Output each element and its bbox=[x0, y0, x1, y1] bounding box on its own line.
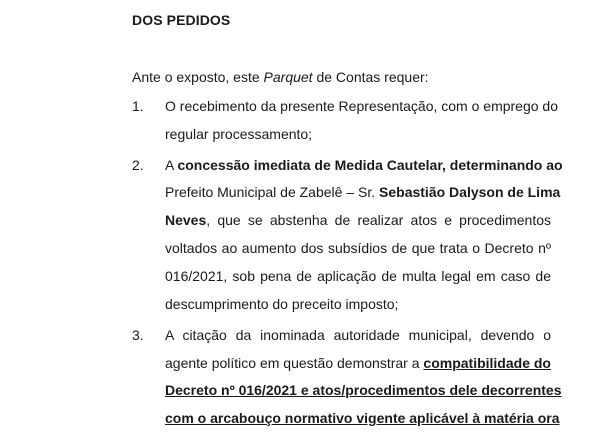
bold-underlined-text: compatibilidade do bbox=[423, 355, 551, 371]
intro-italic: Parquet bbox=[263, 69, 313, 85]
list-item-number: 3. bbox=[132, 327, 144, 343]
section-title: DOS PEDIDOS bbox=[132, 12, 231, 28]
bold-text: concessão imediata de Medida Cautelar, determinando ao bbox=[177, 157, 563, 173]
list-item-number: 1. bbox=[132, 98, 144, 114]
list-item-text-line: O recebimento da presente Representação, com o emprego do bbox=[165, 98, 559, 114]
list-item-text-line: descumprimento do preceito imposto; bbox=[165, 296, 399, 312]
list-item-number: 2. bbox=[132, 157, 144, 173]
intro-suffix: de Contas requer: bbox=[312, 69, 429, 85]
intro-prefix: Ante o exposto, este bbox=[132, 69, 264, 85]
list-item-text-line: A concessão imediata de Medida Cautelar, determinando ao bbox=[165, 157, 563, 173]
list-item-text-line: 016/2021, sob pena de aplicação de multa legal em caso de bbox=[165, 268, 551, 284]
list-item-text-line: A citação da inominada autoridade municipal, devendo o bbox=[165, 327, 551, 343]
intro-paragraph bbox=[132, 69, 429, 85]
list-item-text-line: Prefeito Municipal de Zabelê – Sr. Sebastião Dalyson de Lima bbox=[165, 184, 561, 200]
list-item-text-line: agente político em questão demonstrar a compatibilidade do bbox=[165, 355, 551, 371]
list-item-text-line: regular processamento; bbox=[165, 126, 313, 142]
bold-underlined-text-line: Decreto nº 016/2021 e atos/procedimentos dele decorrentes bbox=[165, 382, 562, 398]
bold-underlined-text-line: com o arcabouço normativo vigente aplicável à matéria ora bbox=[165, 410, 560, 426]
list-item-text-line: Neves, que se abstenha de realizar atos e procedimentos bbox=[165, 212, 551, 228]
list-item-text-line: voltados ao aumento dos subsídios de que trata o Decreto nº bbox=[165, 240, 551, 256]
bold-text: Neves bbox=[165, 212, 207, 228]
bold-text: Sebastião Dalyson de Lima bbox=[379, 184, 561, 200]
